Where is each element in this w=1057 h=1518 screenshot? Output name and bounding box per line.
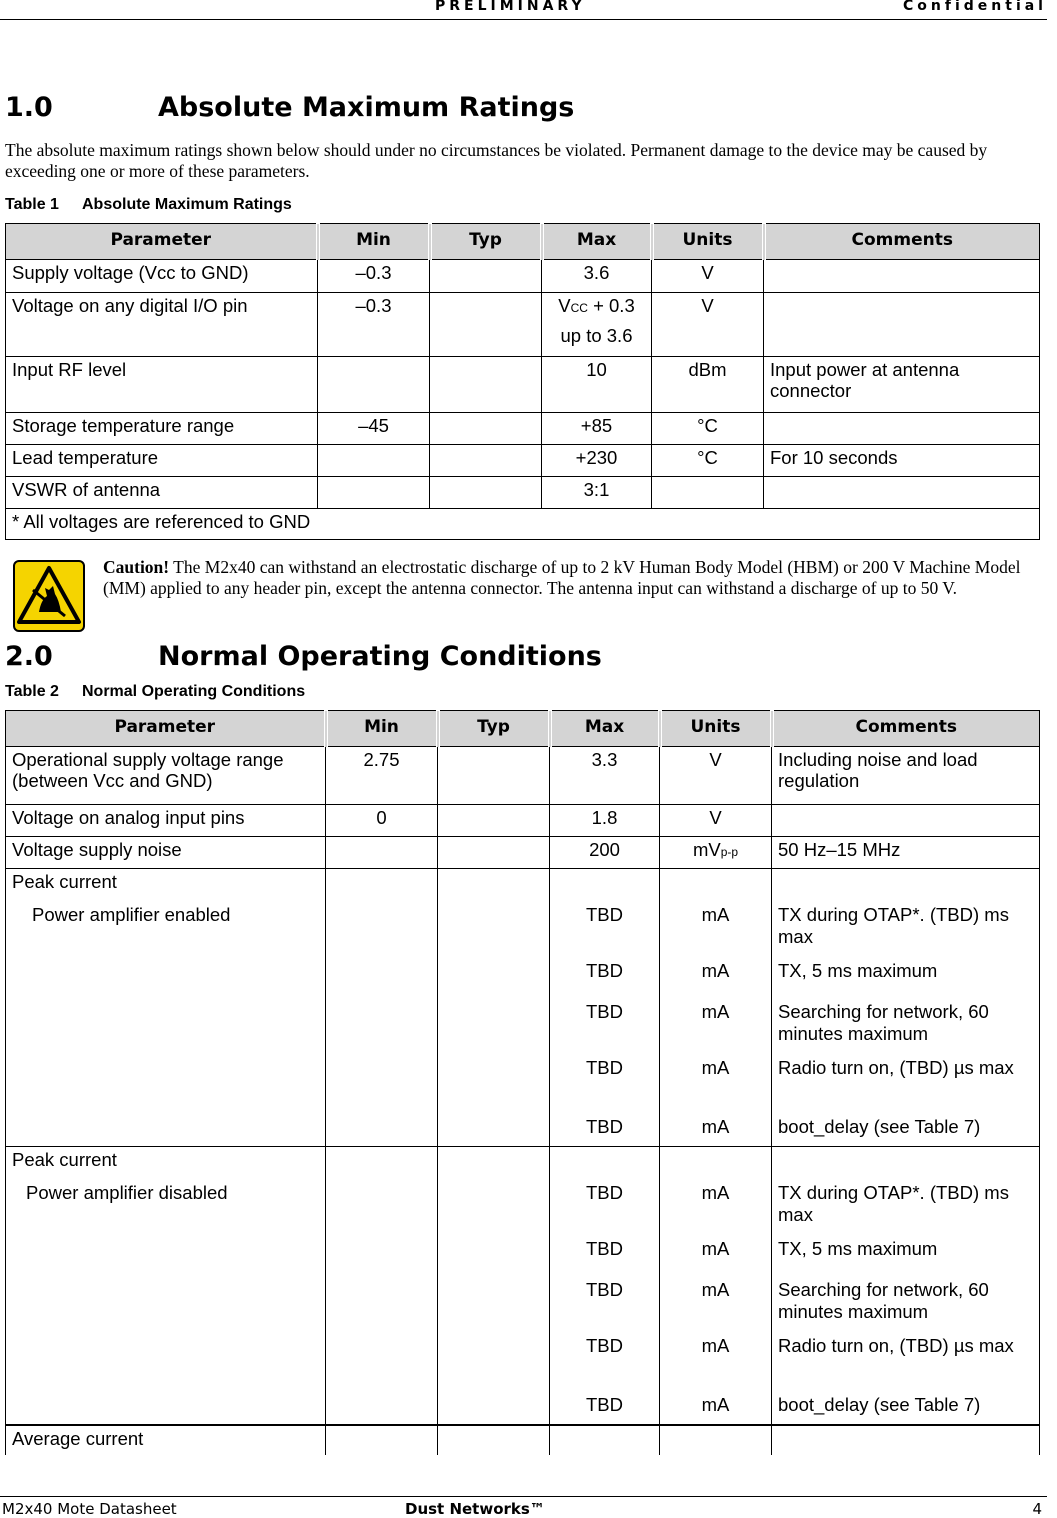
- table-row: Voltage on analog input pins 0 1.8 V: [6, 805, 1040, 837]
- table-row: Lead temperature +230 °C For 10 seconds: [6, 445, 1040, 477]
- table-2-caption: Table 2 Normal Operating Conditions: [5, 683, 306, 700]
- table-row-peak-disabled: Peak current Power amplifier disabled TBD TBD TBD TBD TBD mA mA mA mA mA TX during OTAP*. (TBD) ms max TX, 5 ms maximum Searching for network, 60 minutes maximum Radio turn on, (TBD) µs max boot_delay (see Table 7): [6, 1147, 1040, 1425]
- column-header: Min: [326, 711, 438, 747]
- column-header: Max: [542, 224, 652, 260]
- noise-units: mVp-p: [660, 837, 772, 869]
- column-header: Units: [660, 711, 772, 747]
- column-header: Max: [550, 711, 660, 747]
- vcc-max-limit: up to 3.6: [560, 325, 633, 346]
- peak-current-subtitle: Power amplifier enabled: [32, 904, 231, 925]
- table-row-peak-enabled: Peak current Power amplifier enabled TBD TBD TBD TBD TBD mA mA mA mA mA TX during OTAP*. (TBD) ms max TX, 5 ms maximum Searching for network, 60 minutes maximum Radio turn on, (TBD) µs max boot_delay (see Table 7): [6, 869, 1040, 1147]
- peak-current-title: Peak current: [12, 1149, 117, 1170]
- table-header-row: [6, 224, 1040, 260]
- column-header: Min: [318, 224, 430, 260]
- footer-page-number: 4: [1032, 1500, 1042, 1518]
- section-1-intro: The absolute maximum ratings shown below should under no circumstances be violated. Permanent damage to the device may be caused by exceeding one or more of these parameters.: [5, 140, 988, 181]
- esd-warning-icon: [13, 560, 85, 632]
- table-footnote: * All voltages are referenced to GND: [6, 509, 1040, 540]
- table-row: Voltage supply noise 200 mVp-p 50 Hz–15 MHz: [6, 837, 1040, 869]
- header-preliminary: PRELIMINARY: [435, 0, 586, 14]
- table-footnote-row: [6, 509, 1040, 540]
- caution-text: Caution! The M2x40 can withstand an electrostatic discharge of up to 2 kV Human Body Model (HBM) or 200 V Machine Model (MM) applied to any header pin, except the antenna connector. The antenna input can withstand a discharge of up to 50 V.: [103, 557, 1021, 598]
- column-header: Comments: [772, 711, 1040, 747]
- table-header-row: [6, 711, 1040, 747]
- page-header: [0, 0, 1047, 20]
- header-confidential: Confidential: [903, 0, 1047, 14]
- vcc-max: VCC + 0.3: [558, 295, 635, 316]
- table-1-caption: Table 1 Absolute Maximum Ratings: [5, 196, 292, 213]
- digital-io-max-cell: [542, 293, 652, 357]
- table-row-average-current: Average current: [6, 1425, 1040, 1455]
- column-header: Typ: [430, 224, 542, 260]
- normal-operating-conditions-table: [5, 710, 1040, 1455]
- column-header: Units: [652, 224, 764, 260]
- table-row: VSWR of antenna 3:1: [6, 477, 1040, 509]
- table-row: Supply voltage (Vcc to GND) –0.3 3.6 V: [6, 260, 1040, 293]
- page-footer: [0, 1496, 1047, 1518]
- absolute-max-ratings-table: [5, 223, 1040, 540]
- section-2-heading: 2.0 Normal Operating Conditions: [5, 641, 602, 672]
- column-header: Parameter: [6, 711, 326, 747]
- table-row: Voltage on any digital I/O pin –0.3 VCC + 0.3 up to 3.6 V: [6, 293, 1040, 357]
- table-row: Operational supply voltage range (between Vcc and GND) 2.75 3.3 V Including noise and load regulation: [6, 747, 1040, 805]
- column-header: Parameter: [6, 224, 318, 260]
- peak-current-subtitle: Power amplifier disabled: [26, 1182, 228, 1203]
- table-row: Storage temperature range –45 +85 °C: [6, 413, 1040, 445]
- column-header: Typ: [438, 711, 550, 747]
- footer-doc-title: M2x40 Mote Datasheet: [2, 1500, 177, 1518]
- footer-company: Dust Networks™: [405, 1500, 545, 1518]
- section-1-heading: 1.0 Absolute Maximum Ratings: [5, 92, 575, 123]
- column-header: Comments: [764, 224, 1040, 260]
- peak-current-title: Peak current: [12, 871, 117, 892]
- table-row: Input RF level 10 dBm Input power at antenna connector: [6, 357, 1040, 413]
